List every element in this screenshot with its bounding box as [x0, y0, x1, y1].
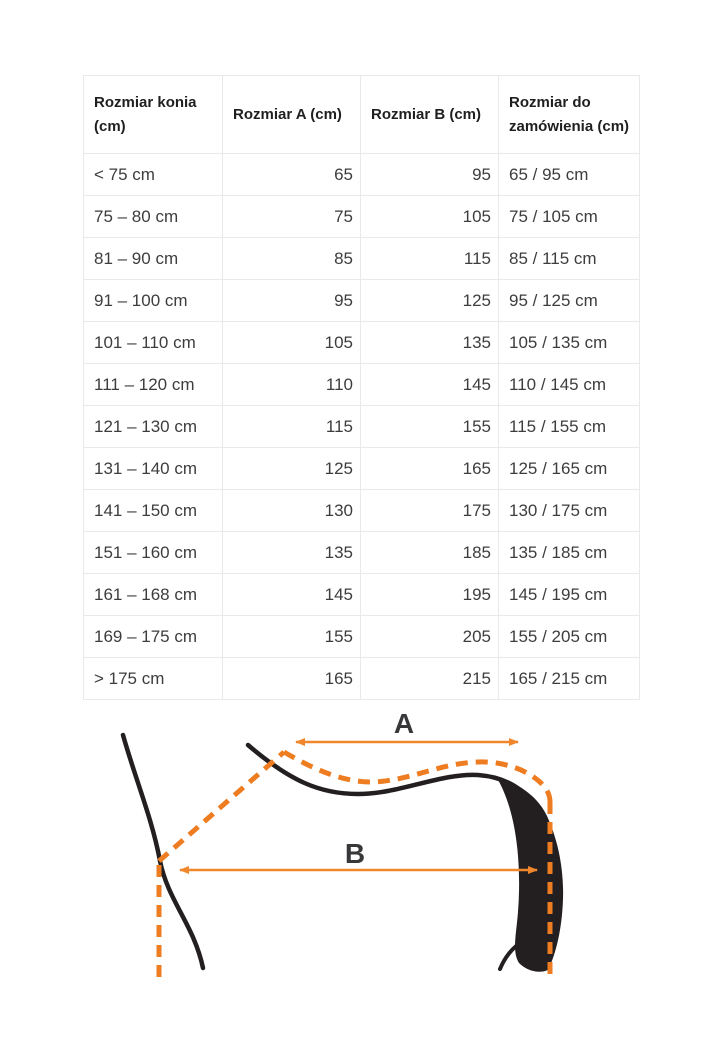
horse-size-table — [83, 75, 640, 700]
order-size-cell: 130 / 175 cm — [499, 490, 640, 532]
size-b-cell: 195 — [361, 574, 499, 616]
size-b-cell: 165 — [361, 448, 499, 490]
horse-size-cell: 75 – 80 cm — [84, 196, 223, 238]
size-a-cell: 155 — [223, 616, 361, 658]
size-a-cell: 145 — [223, 574, 361, 616]
header-size-b: Rozmiar B (cm) — [361, 76, 499, 154]
header-order-size: Rozmiar do zamówienia (cm) — [499, 76, 640, 154]
header-size-a: Rozmiar A (cm) — [223, 76, 361, 154]
order-size-cell: 95 / 125 cm — [499, 280, 640, 322]
horse-size-cell: < 75 cm — [84, 154, 223, 196]
size-b-cell: 155 — [361, 406, 499, 448]
size-a-cell: 130 — [223, 490, 361, 532]
horse-size-cell: 151 – 160 cm — [84, 532, 223, 574]
table-row — [84, 406, 640, 448]
size-b-cell: 205 — [361, 616, 499, 658]
table-header-row — [84, 76, 640, 154]
table-row — [84, 196, 640, 238]
size-b-cell: 115 — [361, 238, 499, 280]
measurement-label-b: B — [344, 838, 366, 869]
order-size-cell: 75 / 105 cm — [499, 196, 640, 238]
table-row — [84, 154, 640, 196]
size-a-cell: 65 — [223, 154, 361, 196]
table-row — [84, 280, 640, 322]
size-a-cell: 125 — [223, 448, 361, 490]
table-row — [84, 490, 640, 532]
blanket-front-diagonal-dashed-line — [159, 752, 284, 861]
order-size-cell: 85 / 115 cm — [499, 238, 640, 280]
horse-size-cell: 101 – 110 cm — [84, 322, 223, 364]
order-size-cell: 65 / 95 cm — [499, 154, 640, 196]
size-b-cell: 125 — [361, 280, 499, 322]
horse-size-cell: 161 – 168 cm — [84, 574, 223, 616]
order-size-cell: 125 / 165 cm — [499, 448, 640, 490]
size-a-cell: 135 — [223, 532, 361, 574]
table-row — [84, 658, 640, 700]
order-size-cell: 135 / 185 cm — [499, 532, 640, 574]
size-a-cell: 85 — [223, 238, 361, 280]
order-size-cell: 110 / 145 cm — [499, 364, 640, 406]
table-row — [84, 448, 640, 490]
horse-size-cell: 169 – 175 cm — [84, 616, 223, 658]
horse-size-cell: 81 – 90 cm — [84, 238, 223, 280]
horse-chest-outline — [123, 735, 203, 968]
horse-size-cell: 131 – 140 cm — [84, 448, 223, 490]
size-b-cell: 145 — [361, 364, 499, 406]
size-a-cell: 105 — [223, 322, 361, 364]
table-row — [84, 364, 640, 406]
order-size-cell: 165 / 215 cm — [499, 658, 640, 700]
horse-measurement-diagram — [0, 703, 720, 1003]
size-a-cell: 165 — [223, 658, 361, 700]
size-a-cell: 75 — [223, 196, 361, 238]
size-a-cell: 115 — [223, 406, 361, 448]
size-b-cell: 105 — [361, 196, 499, 238]
table-header — [84, 76, 640, 154]
size-b-cell: 95 — [361, 154, 499, 196]
table-row — [84, 322, 640, 364]
table-row — [84, 532, 640, 574]
size-a-cell: 110 — [223, 364, 361, 406]
header-horse-size: Rozmiar konia (cm) — [84, 76, 223, 154]
size-b-cell: 175 — [361, 490, 499, 532]
measurement-label-a: A — [393, 708, 415, 739]
size-b-cell: 135 — [361, 322, 499, 364]
size-b-cell: 215 — [361, 658, 499, 700]
horse-size-cell: 121 – 130 cm — [84, 406, 223, 448]
horse-size-cell: 91 – 100 cm — [84, 280, 223, 322]
order-size-cell: 115 / 155 cm — [499, 406, 640, 448]
table-body — [84, 154, 640, 700]
size-a-cell: 95 — [223, 280, 361, 322]
table-row — [84, 616, 640, 658]
size-b-cell: 185 — [361, 532, 499, 574]
order-size-cell: 105 / 135 cm — [499, 322, 640, 364]
horse-size-cell: 141 – 150 cm — [84, 490, 223, 532]
order-size-cell: 155 / 205 cm — [499, 616, 640, 658]
horse-tail-shape — [496, 776, 563, 972]
horse-size-cell: 111 – 120 cm — [84, 364, 223, 406]
order-size-cell: 145 / 195 cm — [499, 574, 640, 616]
horse-size-cell: > 175 cm — [84, 658, 223, 700]
table-row — [84, 238, 640, 280]
table-row — [84, 574, 640, 616]
